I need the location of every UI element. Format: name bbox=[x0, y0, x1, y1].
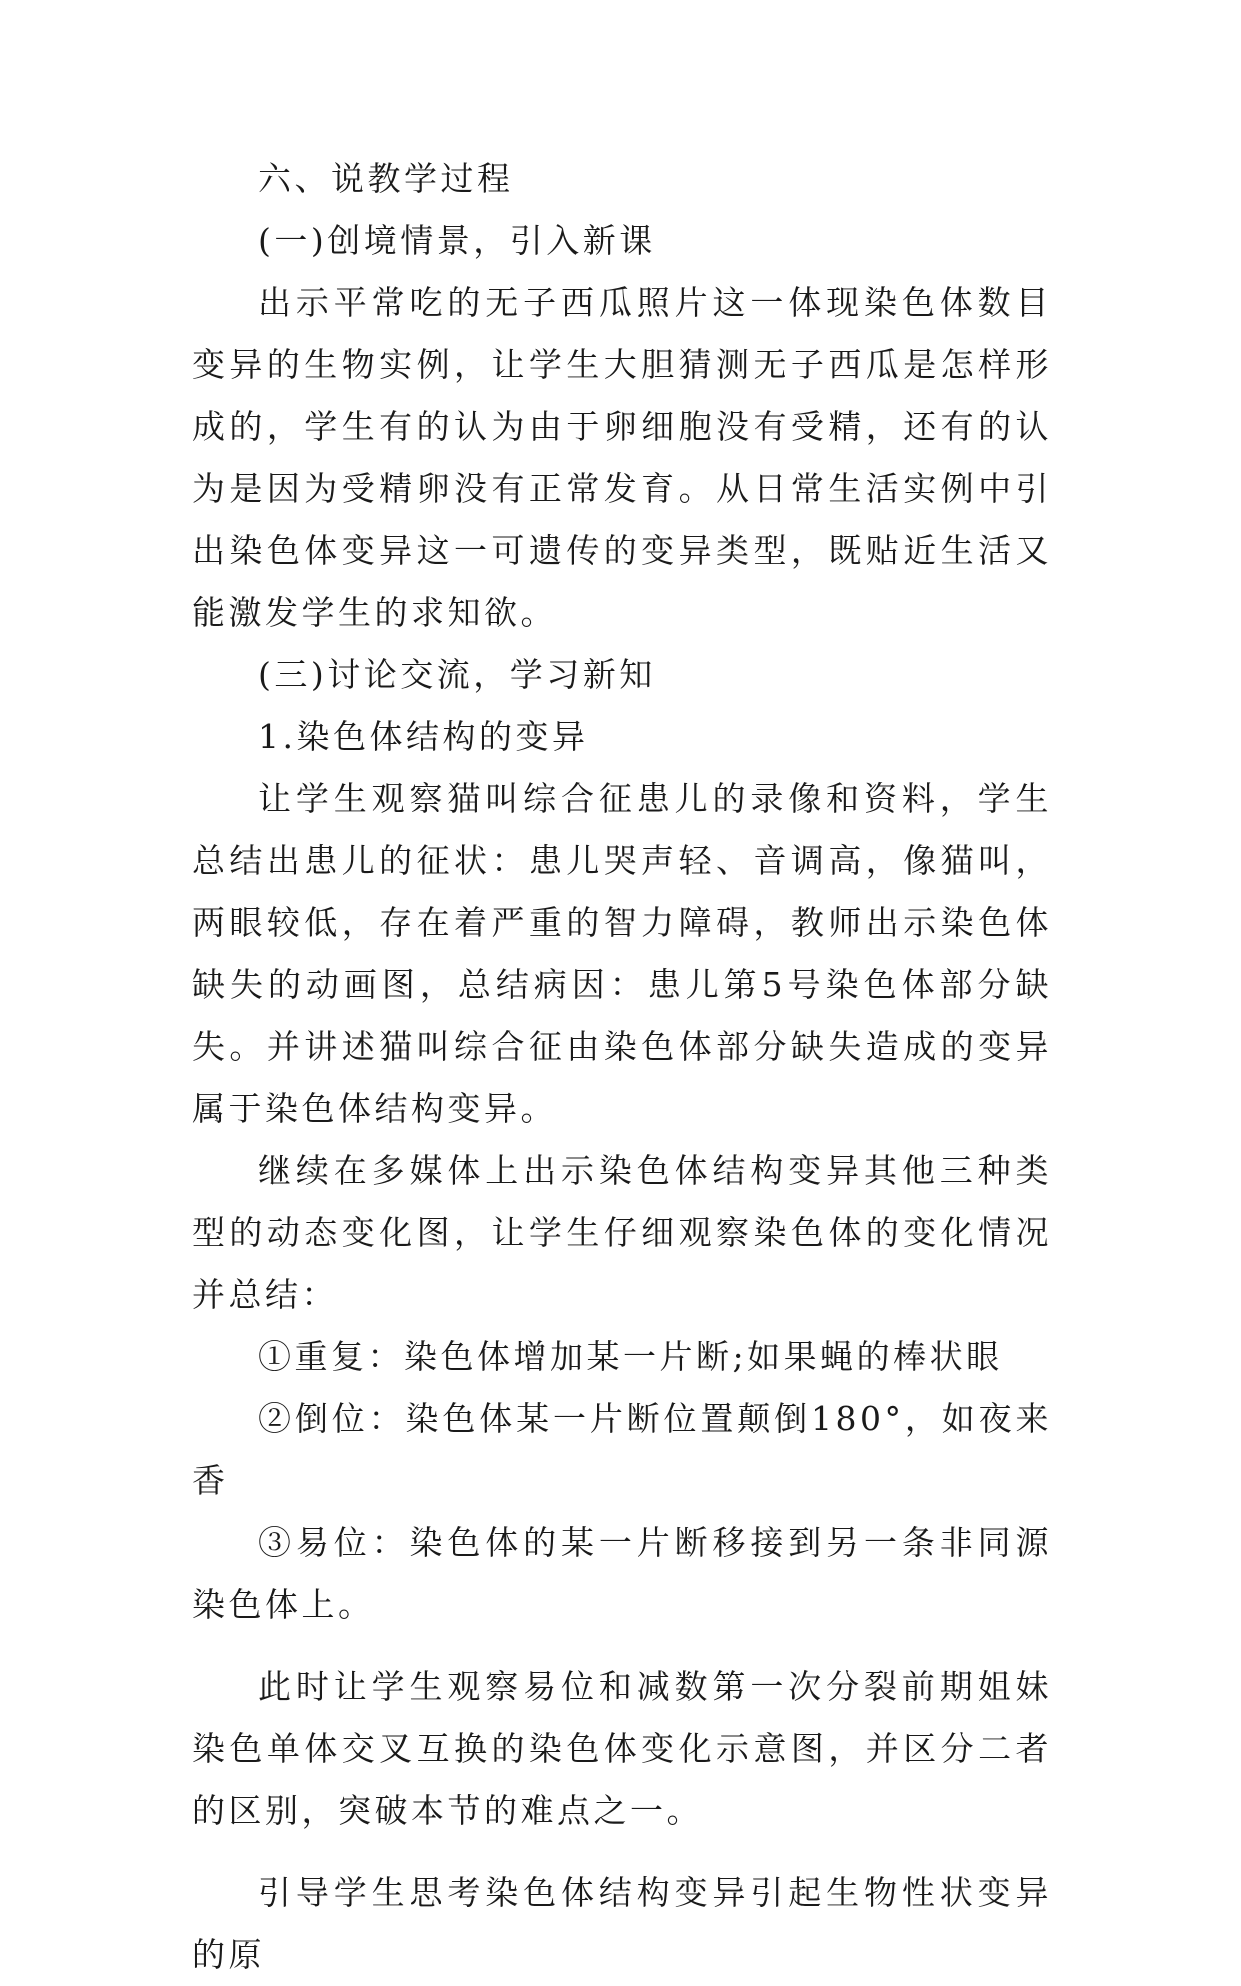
list-item: ①重复：染色体增加某一片断;如果蝇的棒状眼 bbox=[258, 1337, 1003, 1376]
list-item: ②倒位：染色体某一片断位置颠倒180°，如夜来香 bbox=[192, 1399, 1052, 1500]
subsection-heading: (三)讨论交流，学习新知 bbox=[258, 655, 656, 694]
body-paragraph: 让学生观察猫叫综合征患儿的录像和资料，学生总结出患儿的征状：患儿哭声轻、音调高，像猫叫，两眼较低，存在着严重的智力障碍，教师出示染色体缺失的动画图，总结病因：患儿第5号染色体部分缺失。并讲述猫叫综合征由染色体部分缺失造成的变异属于染色体结构变异。 bbox=[192, 779, 1052, 1128]
body-paragraph: 继续在多媒体上出示染色体结构变异其他三种类型的动态变化图，让学生仔细观察染色体的变化情况并总结： bbox=[192, 1151, 1052, 1314]
subsection-heading: 1.染色体结构的变异 bbox=[258, 717, 589, 756]
section-heading: 六、说教学过程 bbox=[258, 159, 514, 198]
document-body bbox=[192, 148, 1052, 1986]
body-paragraph: 引导学生思考染色体结构变异引起生物性状变异的原 bbox=[192, 1873, 1052, 1974]
body-paragraph: 此时让学生观察易位和减数第一次分裂前期姐妹染色单体交叉互换的染色体变化示意图，并区分二者的区别，突破本节的难点之一。 bbox=[192, 1667, 1052, 1830]
subsection-heading: (一)创境情景，引入新课 bbox=[258, 221, 656, 260]
body-paragraph: 出示平常吃的无子西瓜照片这一体现染色体数目变异的生物实例，让学生大胆猜测无子西瓜是怎样形成的，学生有的认为由于卵细胞没有受精，还有的认为是因为受精卵没有正常发育。从日常生活实例中引出染色体变异这一可遗传的变异类型，既贴近生活又能激发学生的求知欲。 bbox=[192, 283, 1052, 632]
list-item: ③易位：染色体的某一片断移接到另一条非同源染色体上。 bbox=[192, 1523, 1052, 1624]
